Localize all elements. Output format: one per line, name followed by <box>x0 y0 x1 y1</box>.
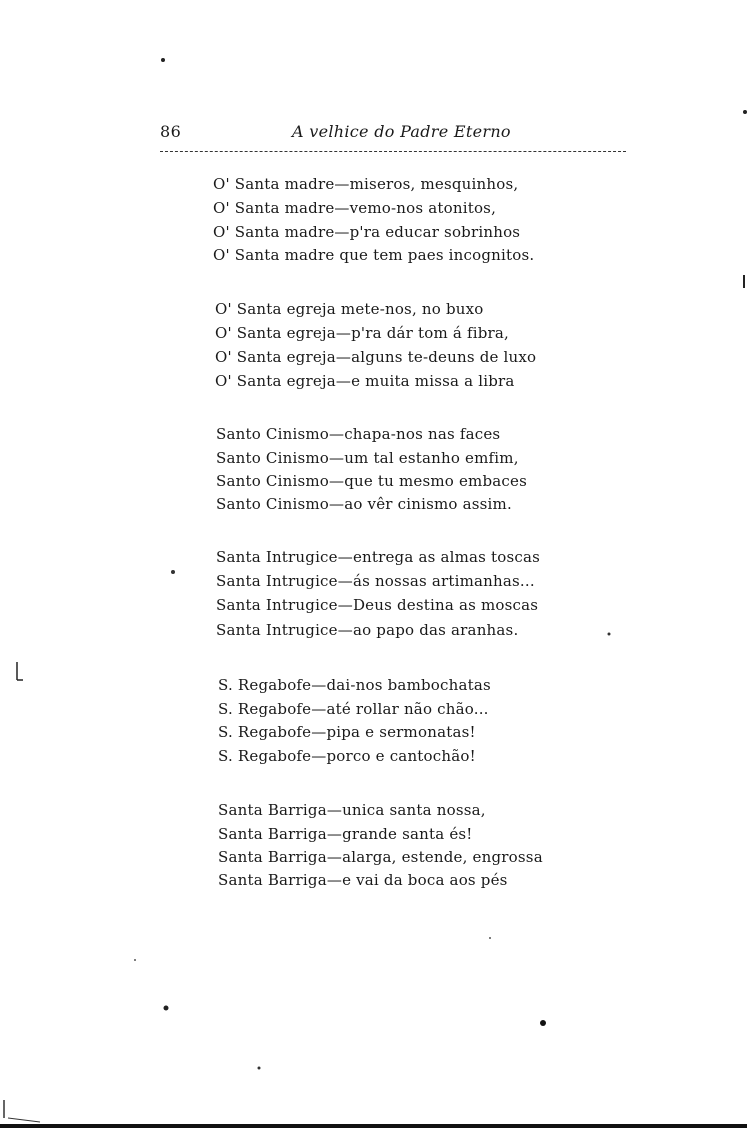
verse-line: O' Santa egreja—alguns te-deuns de luxo <box>215 348 537 366</box>
verse-line: O' Santa egreja mete-nos, no buxo <box>215 300 484 318</box>
header-rule <box>160 151 626 152</box>
verse-line: Santa Barriga—alarga, estende, engrossa <box>218 848 543 866</box>
verse-line: Santo Cinismo—ao vêr cinismo assim. <box>216 495 512 513</box>
page-number: 86 <box>160 122 182 141</box>
bottom-scan-edge <box>0 1124 747 1128</box>
verse-line: S. Regabofe—dai-nos bambochatas <box>218 676 491 694</box>
verse-line: S. Regabofe—porco e cantochão! <box>218 747 476 765</box>
verse-line: O' Santa madre—p'ra educar sobrinhos <box>213 223 521 241</box>
verse-line: Santa Intrugice—entrega as almas toscas <box>216 548 541 566</box>
verse-line: Santa Barriga—unica santa nossa, <box>218 801 486 819</box>
verse-line: Santa Intrugice—ao papo das aranhas. <box>216 621 519 639</box>
verse-line: Santa Intrugice—ás nossas artimanhas... <box>216 572 535 590</box>
verse-line: Santo Cinismo—que tu mesmo embaces <box>216 472 527 490</box>
verse-line: Santa Intrugice—Deus destina as moscas <box>216 596 539 614</box>
verse-line: Santa Barriga—grande santa és! <box>218 825 473 843</box>
verse-line: S. Regabofe—até rollar não chão... <box>218 700 489 718</box>
verse-line: Santo Cinismo—chapa-nos nas faces <box>216 425 501 443</box>
verse-line: S. Regabofe—pipa e sermonatas! <box>218 723 476 741</box>
running-title: A velhice do Padre Eterno <box>292 122 511 141</box>
verse-line: Santa Barriga—e vai da boca aos pés <box>218 871 508 889</box>
verse-line: O' Santa egreja—e muita missa a libra <box>215 372 515 390</box>
verse-line: O' Santa madre—miseros, mesquinhos, <box>213 175 519 193</box>
verse-line: O' Santa egreja—p'ra dár tom á fibra, <box>215 324 510 342</box>
verse-line: O' Santa madre—vemo-nos atonitos, <box>213 199 497 217</box>
verse-line: Santo Cinismo—um tal estanho emfim, <box>216 449 519 467</box>
verse-line: O' Santa madre que tem paes incognitos. <box>213 246 535 264</box>
